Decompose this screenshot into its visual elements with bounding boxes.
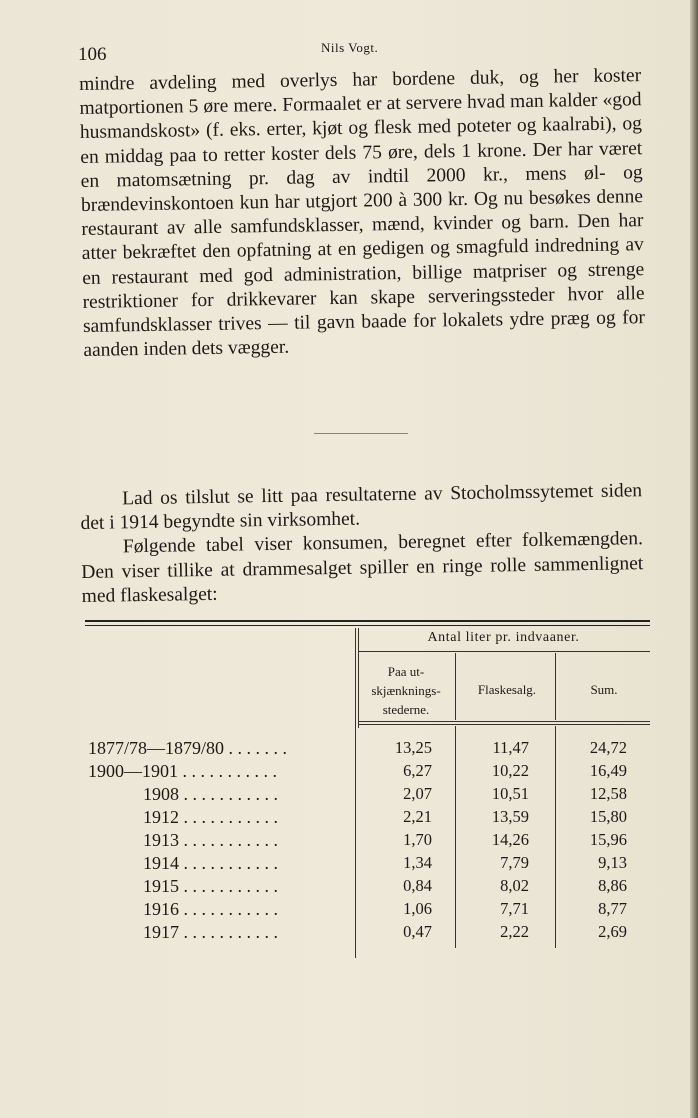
table-row [85,738,650,761]
row-period: 1914 [143,853,179,873]
col-1-header-line-2: skjænknings- [371,683,441,698]
row-period: 1915 [143,876,179,896]
table-row [85,784,650,807]
table-row [85,899,650,922]
cell-sum: 8,86 [598,876,627,895]
cell-sum: 16,49 [589,761,627,780]
cell-on-premises: 6,27 [403,761,432,780]
cell-bottle-sales: 13,59 [491,807,529,826]
row-period: 1908 [143,784,179,804]
table-header-bottom-rule [359,721,650,722]
cell-bottle-sales: 2,22 [500,922,529,941]
table-col-header-sum: Sum. [590,682,618,697]
running-head: Nils Vogt. [321,40,379,55]
table-header-bottom-rule-2 [359,724,650,725]
row-period: 1912 [143,807,179,827]
table-row [85,761,650,784]
cell-sum: 8,77 [598,899,627,918]
row-leader: . . . . . . . . . . . [178,761,277,781]
cell-bottle-sales: 10,22 [491,761,529,780]
cell-bottle-sales: 11,47 [492,738,529,757]
cell-bottle-sales: 7,71 [500,899,529,918]
cell-on-premises: 2,07 [403,784,432,803]
table-row [85,807,650,830]
cell-on-premises: 0,47 [403,922,432,941]
table-top-rule-thin [85,625,650,626]
table-top-rule [85,620,650,622]
row-leader: . . . . . . . . . . . [179,830,278,850]
body-text-top [79,64,645,363]
cell-on-premises: 0,84 [403,876,432,895]
table-row [85,853,650,876]
paragraph-3: Følgende tabel viser konsumen, beregnet efter folkemængden. Den viser tillike at drammesalget spiller en ringe rolle sammenlignet med flaskesalget: [81,528,644,607]
row-period: 1900—1901 [88,761,178,781]
cell-bottle-sales: 7,79 [500,853,529,872]
table-col-header-bottle-sales: Flaskesalg. [477,682,537,697]
row-leader: . . . . . . . . . . . [179,784,278,804]
table-row [85,830,650,853]
row-period: 1917 [143,922,179,942]
cell-bottle-sales: 14,26 [491,830,529,849]
cell-sum: 15,96 [589,830,627,849]
table-group-header: Antal liter pr. indvaaner. [427,630,580,645]
table-col-header-on-premises [357,662,455,719]
cell-sum: 2,69 [598,922,627,941]
row-period: 1877/78—1879/80 [88,738,225,758]
row-leader: . . . . . . . . . . . [179,922,278,942]
cell-bottle-sales: 8,02 [500,876,529,895]
row-leader: . . . . . . . . . . . [179,899,278,919]
cell-sum: 12,58 [589,784,627,803]
cell-on-premises: 1,06 [403,899,432,918]
consumption-table [85,620,650,960]
row-period: 1916 [143,899,179,919]
cell-bottle-sales: 10,51 [491,784,529,803]
col-1-header-line-3: stederne. [382,702,430,717]
row-leader: . . . . . . . [224,738,288,758]
body-text-bottom [80,479,644,609]
cell-sum: 9,13 [598,853,627,872]
row-leader: . . . . . . . . . . . [179,876,278,896]
table-col-rule-1-head [455,653,456,720]
row-period: 1913 [143,830,179,850]
cell-on-premises: 1,70 [403,830,432,849]
page-number: 106 [78,44,107,65]
table-col-rule-2-head [555,653,556,720]
paragraph-1: mindre avdeling med overlys har bordene duk, og her koster matportionen 5 øre mere. Formaalet er at servere hvad man kalder «god husmandskost» (f. eks. erter, kjøt og flesk med poteter og kaalrabi), og en middag paa to retter koster dels 75 øre, dels 1 krone. Der har været en matomsætning pr. dag av indtil 2000 kr., mens øl- og brændevinskontoen kun har utgjort 200 à 300 kr. Og nu besøkes denne restaurant av alle samfundsklasser, mænd, kvinder og barn. Den har atter bekræftet den opfatning at en gedigen og smagfuld indredning av en restaurant med god administration, billige matpriser og strenge restriktioner for drikkevarer kan skape serveringssteder hvor alle samfundsklasser trives — til gavn baade for lokalets ydre præg og for aanden inden dets vægger. [79,65,646,362]
cell-sum: 24,72 [589,738,627,757]
page-edge-shadow [690,0,698,1118]
table-row [85,922,650,945]
table-group-rule [359,651,650,652]
row-leader: . . . . . . . . . . . [179,853,278,873]
cell-on-premises: 2,21 [403,807,432,826]
cell-on-premises: 1,34 [403,853,432,872]
table-row [85,876,650,899]
row-leader: . . . . . . . . . . . [179,807,278,827]
cell-on-premises: 13,25 [394,738,432,757]
cell-sum: 15,80 [589,807,627,826]
col-1-header-line-1: Paa ut- [387,664,425,679]
paragraph-2: Lad os tilslut se litt paa resultaterne av Stocholmssytemet siden det i 1914 begyndte sin virksomhet. [80,480,643,535]
section-divider [314,433,408,434]
